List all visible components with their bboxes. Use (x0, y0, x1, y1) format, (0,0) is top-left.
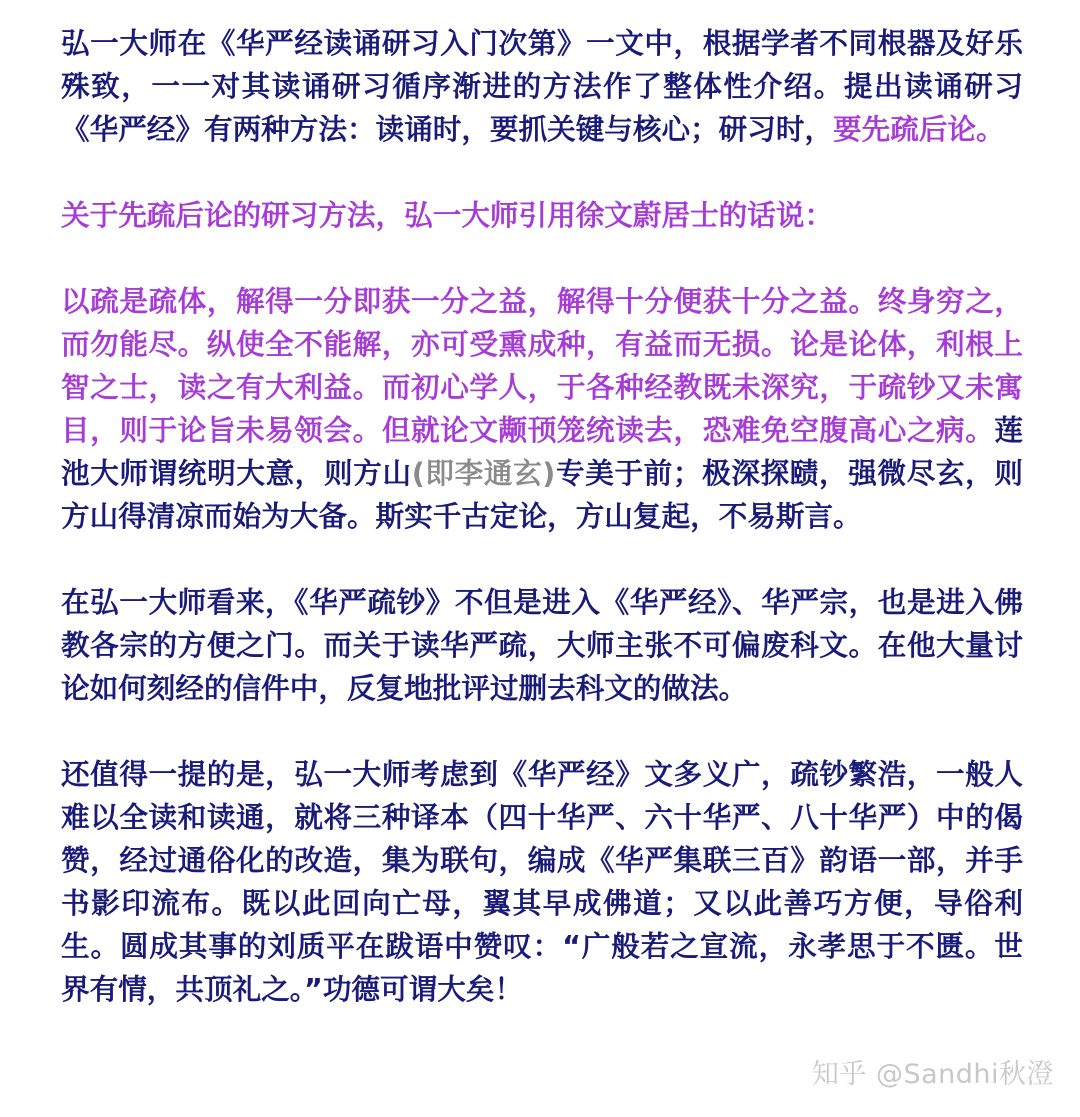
paragraph-3-highlight: 以疏是疏体，解得一分即获一分之益，解得十分便获十分之益。终身穷之，而勿能尽。纵使全不能解，亦可受熏成种，有益而无损。论是论体，利根上智之士，读之有大利益。而初心学人，于各种经教既未深究，于疏钞又未寓目，则于论旨未易领会。但就论文颟顸笼统读去，恐难免空腹高心之病。 (61, 284, 1023, 447)
paragraph-5 (61, 753, 1023, 1011)
paragraph-1-text: 弘一大师在《华严经读诵研习入门次第》一文中，根据学者不同根器及好乐殊致，一一对其读诵研习循序渐进的方法作了整体性介绍。提出读诵研习《华严经》有两种方法：读诵时，要抓关键与核心；研习时， (61, 26, 1023, 146)
paragraph-2 (61, 194, 1023, 237)
paragraph-2-highlight: 关于先疏后论的研习方法，弘一大师引用徐文蔚居士的话说： (61, 198, 834, 232)
paragraph-3 (61, 280, 1023, 538)
paragraph-3-text-before: 莲池大师谓统明大意，则方山 (61, 413, 1023, 490)
paragraph-3-note: (即李通玄) (411, 456, 556, 490)
article-body (61, 22, 1023, 1054)
paragraph-1-highlight: 要先疏后论。 (833, 112, 1005, 146)
watermark: 知乎 @Sandhi秋澄 (811, 1059, 1054, 1090)
paragraph-3-text-after: 专美于前；极深探赜，强微尽玄，则方山得清凉而始为大备。斯实千古定论，方山复起，不易斯言。 (61, 456, 1023, 533)
paragraph-4-text: 在弘一大师看来，《华严疏钞》不但是进入《华严经》、华严宗，也是进入佛教各宗的方便之门。而关于读华严疏，大师主张不可偏废科文。在他大量讨论如何刻经的信件中，反复地批评过删去科文的做法。 (61, 585, 1023, 705)
paragraph-5-text: 还值得一提的是，弘一大师考虑到《华严经》文多义广，疏钞繁浩，一般人难以全读和读通，就将三种译本（四十华严、六十华严、八十华严）中的偈赞，经过通俗化的改造，集为联句，编成《华严集联三百》韵语一部，并手书影印流布。既以此回向亡母，翼其早成佛道；又以此善巧方便，导俗利生。圆成其事的刘质平在跋语中赞叹：“广般若之宣流，永孝思于不匮。世界有情，共顶礼之。”功德可谓大矣！ (61, 757, 1023, 1006)
paragraph-4 (61, 581, 1023, 710)
paragraph-1 (61, 22, 1023, 151)
